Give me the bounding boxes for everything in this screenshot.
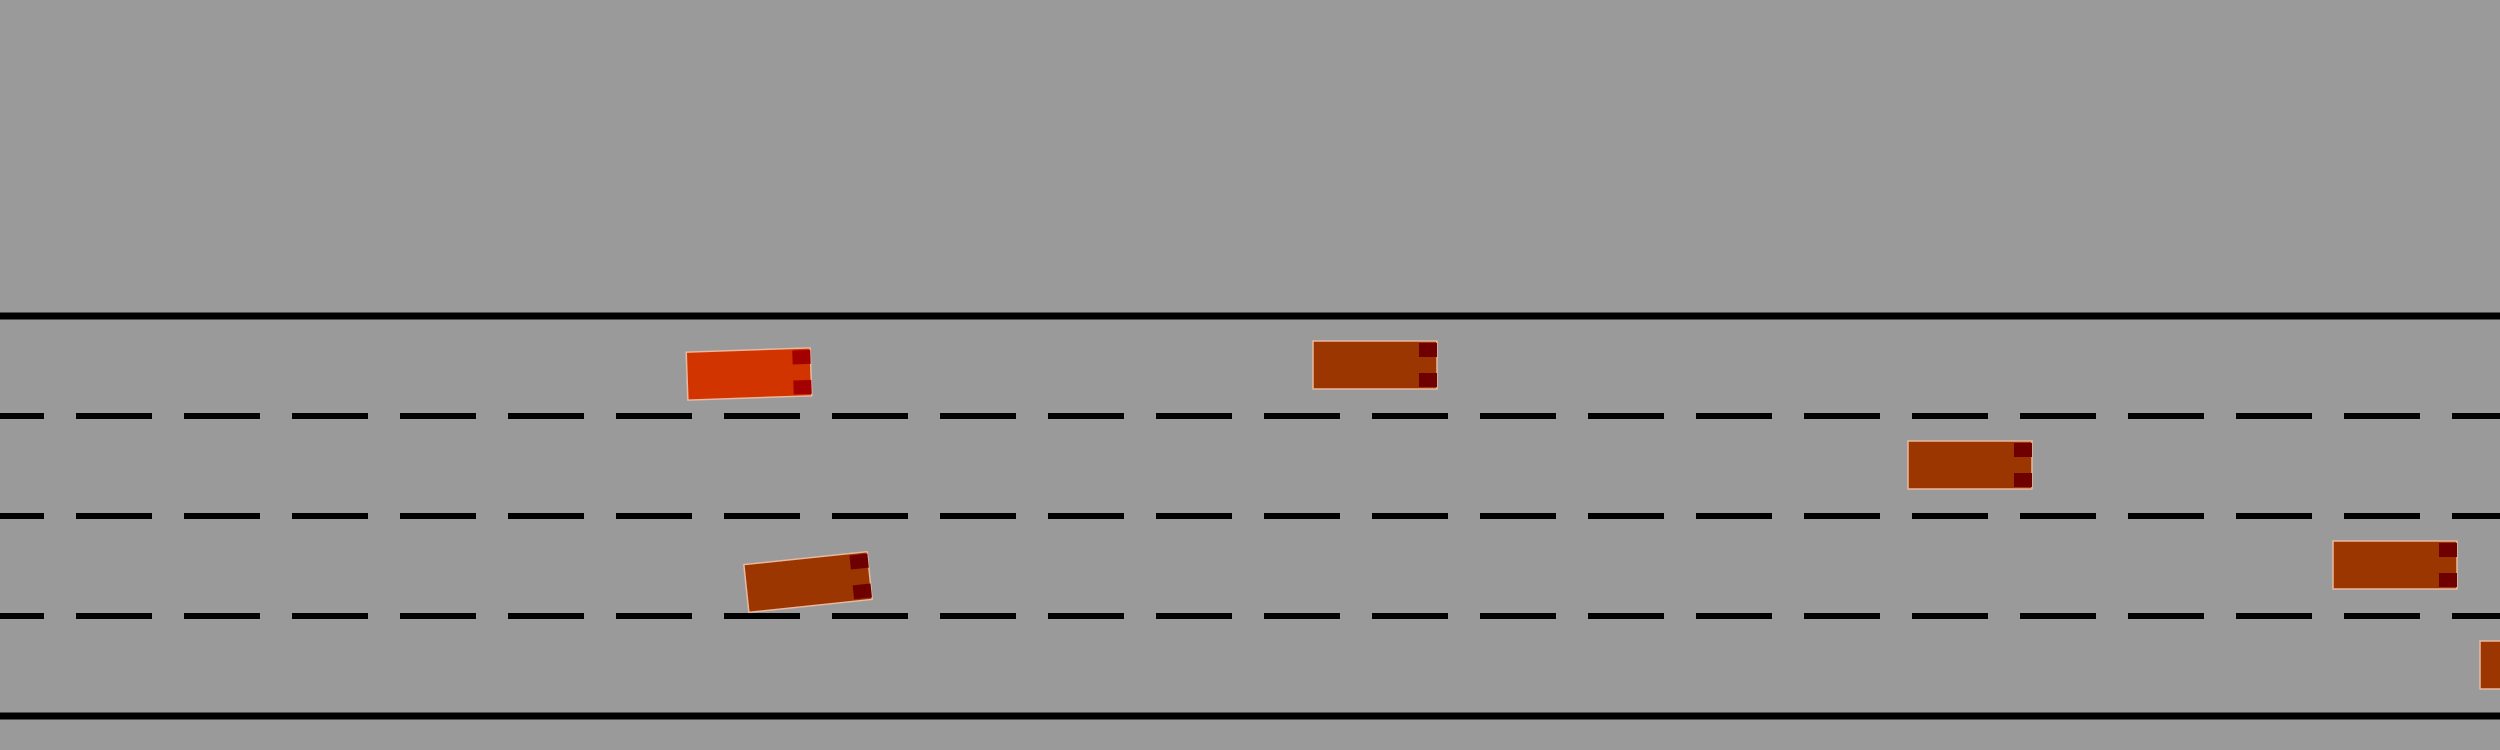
- ego-vehicle-light-bottom: [793, 380, 811, 395]
- vehicle-5: [2333, 541, 2457, 589]
- vehicle-2-body: [1313, 341, 1437, 389]
- vehicle-6: [2480, 641, 2500, 689]
- ego-vehicle: [686, 348, 812, 400]
- vehicle-4-light-top: [849, 554, 868, 570]
- vehicle-5-light-top: [2439, 543, 2457, 557]
- vehicle-4-light-bottom: [853, 583, 872, 599]
- vehicle-5-light-bottom: [2439, 573, 2457, 587]
- vehicle-3-body: [1908, 441, 2032, 489]
- vehicle-2-light-bottom: [1419, 373, 1437, 387]
- vehicle-2: [1313, 341, 1437, 389]
- vehicle-3-light-bottom: [2014, 473, 2032, 487]
- vehicle-5-body: [2333, 541, 2457, 589]
- vehicle-2-light-top: [1419, 343, 1437, 357]
- vehicle-3-light-top: [2014, 443, 2032, 457]
- vehicle-6-body: [2480, 641, 2500, 689]
- ego-vehicle-light-top: [792, 350, 810, 365]
- vehicle-3: [1908, 441, 2032, 489]
